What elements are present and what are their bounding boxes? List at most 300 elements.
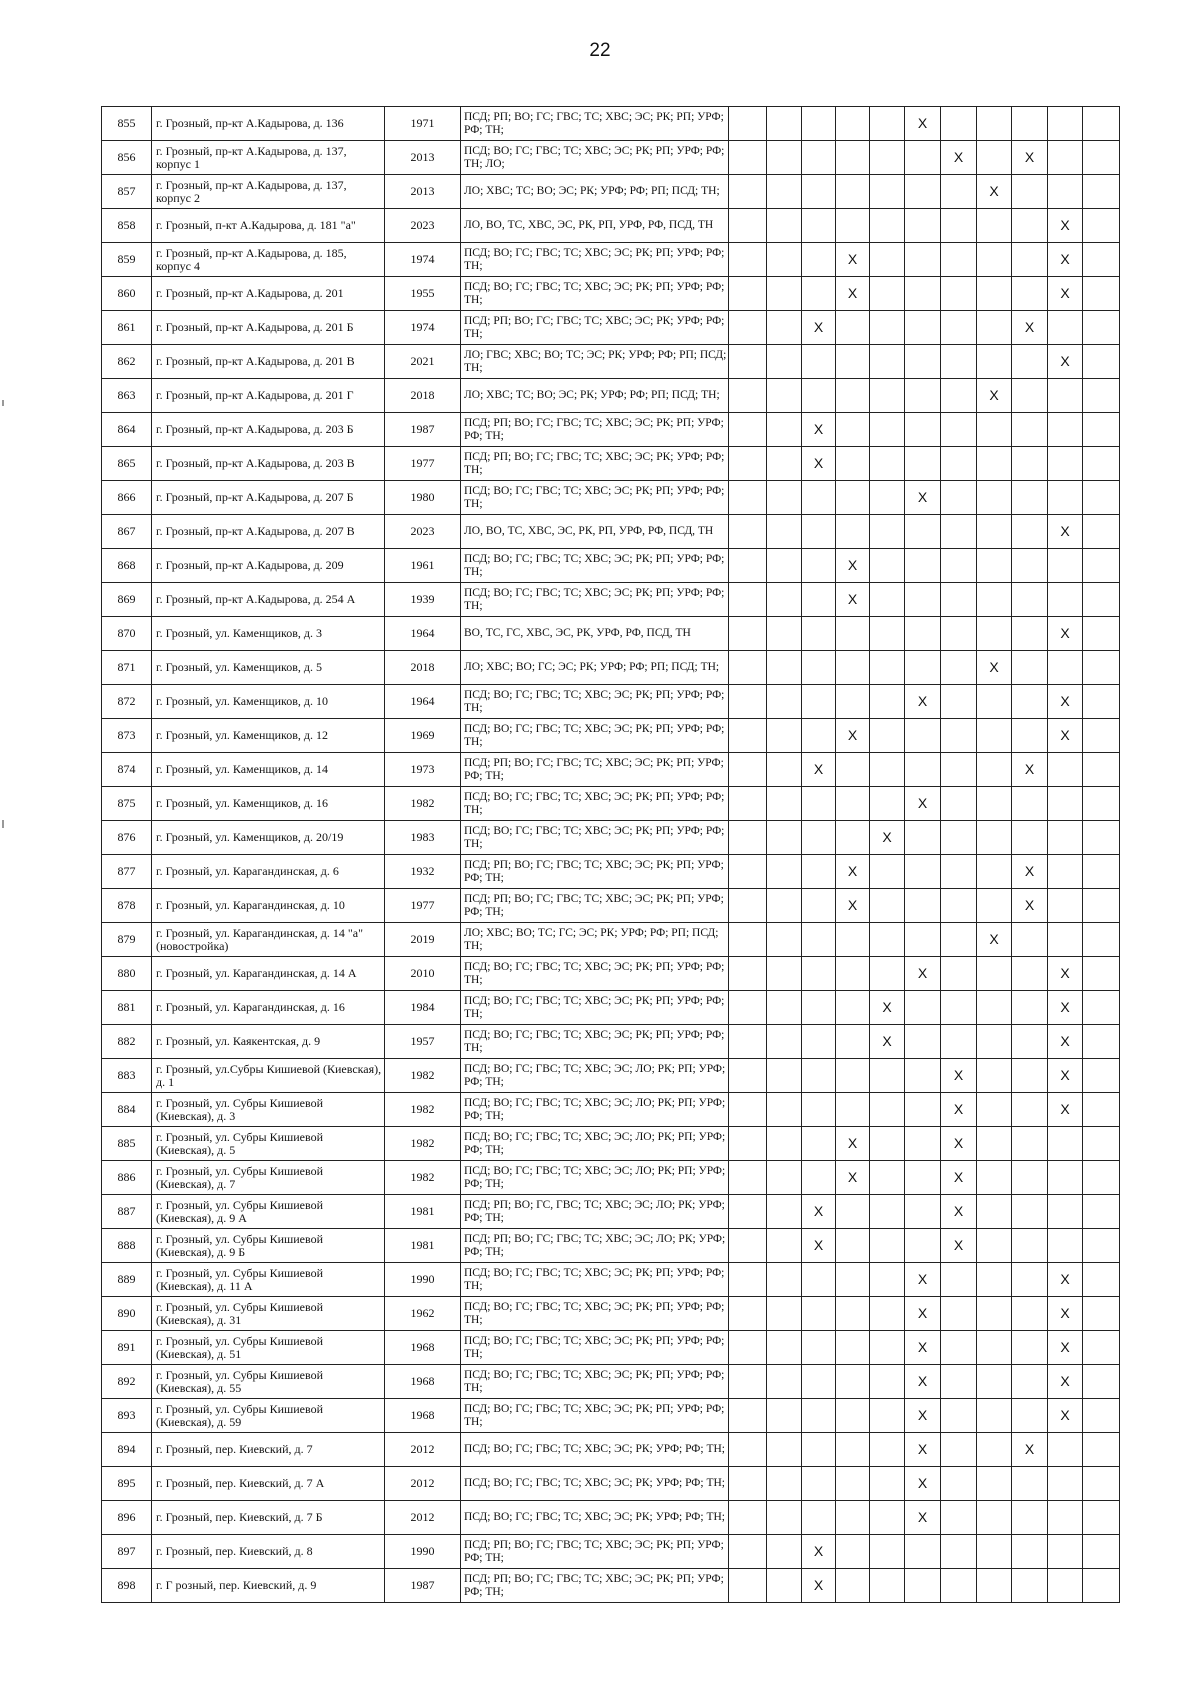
work-types-cell: ПСД; ВО; ГС; ГВС; ТС; ХВС; ЭС; РК; РП; УРФ; РФ; ТН;: [461, 1263, 729, 1297]
table-row: [102, 1501, 1120, 1535]
mark-cell: [1083, 821, 1120, 855]
mark-cell: [905, 583, 941, 617]
address-cell: г. Грозный, ул. Карагандинская, д. 14 "а" (новостройка): [152, 923, 385, 957]
mark-cell: [836, 413, 870, 447]
mark-cell: [767, 991, 802, 1025]
mark-cell: [836, 753, 870, 787]
table-row: [102, 1161, 1120, 1195]
mark-cell: [870, 107, 905, 141]
mark-cell: X: [870, 821, 905, 855]
mark-cell: [941, 107, 977, 141]
mark-cell: [1083, 311, 1120, 345]
mark-cell: [941, 991, 977, 1025]
mark-cell: [729, 1501, 767, 1535]
mark-cell: [729, 1127, 767, 1161]
mark-cell: [1083, 855, 1120, 889]
mark-cell: X: [1048, 1297, 1083, 1331]
mark-cell: [977, 787, 1012, 821]
mark-cell: [905, 413, 941, 447]
row-number-cell: 867: [102, 515, 152, 549]
row-number-cell: 858: [102, 209, 152, 243]
mark-cell: [767, 923, 802, 957]
mark-cell: [977, 549, 1012, 583]
year-built-cell: 2013: [385, 175, 461, 209]
mark-cell: [1012, 243, 1048, 277]
year-built-cell: 1973: [385, 753, 461, 787]
mark-cell: X: [836, 583, 870, 617]
mark-cell: [977, 1467, 1012, 1501]
mark-cell: [1083, 549, 1120, 583]
mark-cell: [905, 1161, 941, 1195]
row-number-cell: 889: [102, 1263, 152, 1297]
mark-cell: X: [1048, 1331, 1083, 1365]
mark-cell: [1083, 1059, 1120, 1093]
mark-cell: X: [836, 719, 870, 753]
mark-cell: [977, 209, 1012, 243]
row-number-cell: 860: [102, 277, 152, 311]
mark-cell: [905, 821, 941, 855]
year-built-cell: 1982: [385, 1059, 461, 1093]
mark-cell: [941, 1501, 977, 1535]
mark-cell: [1048, 1535, 1083, 1569]
mark-cell: [977, 1059, 1012, 1093]
address-cell: г. Грозный, пр-кт А.Кадырова, д. 207 Б: [152, 481, 385, 515]
address-cell: г. Грозный, пр-кт А.Кадырова, д. 209: [152, 549, 385, 583]
address-cell: г. Грозный, пр-кт А.Кадырова, д. 254 А: [152, 583, 385, 617]
mark-cell: X: [1012, 855, 1048, 889]
mark-cell: [977, 345, 1012, 379]
work-types-cell: ПСД; РП; ВО; ГС; ГВС; ТС; ХВС; ЭС; РК; РП; УРФ; РФ; ТН;: [461, 855, 729, 889]
mark-cell: [767, 1195, 802, 1229]
mark-cell: X: [905, 1467, 941, 1501]
year-built-cell: 1977: [385, 447, 461, 481]
table-row: [102, 141, 1120, 175]
mark-cell: [977, 1501, 1012, 1535]
year-built-cell: 1939: [385, 583, 461, 617]
mark-cell: [977, 1263, 1012, 1297]
mark-cell: [905, 1093, 941, 1127]
mark-cell: [767, 1467, 802, 1501]
mark-cell: X: [1048, 345, 1083, 379]
mark-cell: [767, 617, 802, 651]
mark-cell: [941, 1263, 977, 1297]
mark-cell: X: [1012, 141, 1048, 175]
table-row: [102, 1535, 1120, 1569]
mark-cell: [870, 685, 905, 719]
mark-cell: [836, 1399, 870, 1433]
mark-cell: [870, 1501, 905, 1535]
work-types-cell: ЛО, ВО, ТС, ХВС, ЭС, РК, РП, УРФ, РФ, ПСД, ТН: [461, 515, 729, 549]
mark-cell: [729, 1195, 767, 1229]
scan-edge-mark: [2, 400, 4, 406]
mark-cell: [767, 1059, 802, 1093]
mark-cell: [941, 345, 977, 379]
work-types-cell: ПСД; РП; ВО; ГС; ГВС; ТС; ХВС; ЭС; РК; РП; УРФ; РФ; ТН;: [461, 1569, 729, 1603]
year-built-cell: 1974: [385, 243, 461, 277]
mark-cell: [802, 1365, 836, 1399]
work-types-cell: ЛО; ХВС; ВО; ГС; ЭС; РК; УРФ; РФ; РП; ПСД; ТН;: [461, 651, 729, 685]
year-built-cell: 1968: [385, 1399, 461, 1433]
mark-cell: [1048, 311, 1083, 345]
mark-cell: [977, 719, 1012, 753]
mark-cell: [977, 889, 1012, 923]
address-cell: г. Грозный, п-кт А.Кадырова, д. 181 "а": [152, 209, 385, 243]
mark-cell: [802, 277, 836, 311]
mark-cell: [1048, 923, 1083, 957]
mark-cell: [1012, 1331, 1048, 1365]
mark-cell: [870, 1263, 905, 1297]
mark-cell: [836, 1365, 870, 1399]
table-row: [102, 1263, 1120, 1297]
mark-cell: [1083, 413, 1120, 447]
table-row: [102, 719, 1120, 753]
mark-cell: X: [802, 1229, 836, 1263]
mark-cell: [767, 515, 802, 549]
mark-cell: [1012, 1399, 1048, 1433]
mark-cell: [729, 1161, 767, 1195]
row-number-cell: 877: [102, 855, 152, 889]
mark-cell: [905, 141, 941, 175]
mark-cell: [729, 1263, 767, 1297]
mark-cell: [1048, 447, 1083, 481]
address-cell: г. Грозный, ул. Каменщиков, д. 12: [152, 719, 385, 753]
address-cell: г. Грозный, ул. Каменщиков, д. 16: [152, 787, 385, 821]
address-cell: г. Грозный, пр-кт А.Кадырова, д. 201: [152, 277, 385, 311]
mark-cell: [767, 1025, 802, 1059]
mark-cell: [941, 855, 977, 889]
row-number-cell: 883: [102, 1059, 152, 1093]
mark-cell: X: [802, 1535, 836, 1569]
mark-cell: [905, 1229, 941, 1263]
mark-cell: [870, 1467, 905, 1501]
mark-cell: [802, 1331, 836, 1365]
mark-cell: [1083, 1467, 1120, 1501]
mark-cell: [1083, 515, 1120, 549]
mark-cell: [905, 549, 941, 583]
address-cell: г. Грозный, ул. Каменщиков, д. 3: [152, 617, 385, 651]
work-types-cell: ЛО, ВО, ТС, ХВС, ЭС, РК, РП, УРФ, РФ, ПСД, ТН: [461, 209, 729, 243]
mark-cell: [905, 923, 941, 957]
mark-cell: X: [802, 311, 836, 345]
mark-cell: [1048, 549, 1083, 583]
mark-cell: [729, 1365, 767, 1399]
work-types-cell: ПСД; ВО; ГС; ГВС; ТС; ХВС; ЭС; РК; РП; УРФ; РФ; ТН;: [461, 1025, 729, 1059]
mark-cell: [836, 991, 870, 1025]
work-types-cell: ПСД; ВО; ГС; ГВС; ТС; ХВС; ЭС; ЛО; РК; РП; УРФ; РФ; ТН;: [461, 1093, 729, 1127]
mark-cell: [1083, 209, 1120, 243]
mark-cell: [941, 311, 977, 345]
mark-cell: [802, 481, 836, 515]
mark-cell: [1012, 1161, 1048, 1195]
mark-cell: [941, 1535, 977, 1569]
row-number-cell: 859: [102, 243, 152, 277]
mark-cell: [836, 1535, 870, 1569]
work-types-cell: ПСД; РП; ВО; ГС; ГВС; ТС; ХВС; ЭС; ЛО; РК; УРФ; РФ; ТН;: [461, 1229, 729, 1263]
address-cell: г. Грозный, пр-кт А.Кадырова, д. 136: [152, 107, 385, 141]
row-number-cell: 882: [102, 1025, 152, 1059]
mark-cell: [870, 209, 905, 243]
mark-cell: [767, 719, 802, 753]
mark-cell: [729, 107, 767, 141]
mark-cell: [1012, 1195, 1048, 1229]
work-types-cell: ЛО; ХВС; ТС; ВО; ЭС; РК; УРФ; РФ; РП; ПСД; ТН;: [461, 379, 729, 413]
mark-cell: [836, 515, 870, 549]
mark-cell: [767, 1229, 802, 1263]
year-built-cell: 1980: [385, 481, 461, 515]
mark-cell: [905, 753, 941, 787]
mark-cell: [870, 855, 905, 889]
mark-cell: [1083, 1399, 1120, 1433]
mark-cell: [905, 1059, 941, 1093]
year-built-cell: 1962: [385, 1297, 461, 1331]
mark-cell: [767, 243, 802, 277]
table-row: [102, 1399, 1120, 1433]
table-row: [102, 1433, 1120, 1467]
mark-cell: [836, 617, 870, 651]
year-built-cell: 1964: [385, 685, 461, 719]
mark-cell: [941, 719, 977, 753]
row-number-cell: 862: [102, 345, 152, 379]
mark-cell: [1012, 821, 1048, 855]
mark-cell: [1048, 175, 1083, 209]
mark-cell: [836, 379, 870, 413]
mark-cell: [941, 1433, 977, 1467]
mark-cell: [870, 243, 905, 277]
mark-cell: [767, 1569, 802, 1603]
mark-cell: [836, 1501, 870, 1535]
mark-cell: X: [905, 1263, 941, 1297]
housing-registry-table: [101, 106, 1120, 1603]
year-built-cell: 1987: [385, 413, 461, 447]
mark-cell: [977, 753, 1012, 787]
mark-cell: X: [1048, 1365, 1083, 1399]
mark-cell: [977, 1331, 1012, 1365]
mark-cell: [977, 1025, 1012, 1059]
year-built-cell: 1984: [385, 991, 461, 1025]
mark-cell: [977, 447, 1012, 481]
row-number-cell: 869: [102, 583, 152, 617]
mark-cell: [729, 685, 767, 719]
mark-cell: [729, 1467, 767, 1501]
year-built-cell: 2019: [385, 923, 461, 957]
mark-cell: [977, 617, 1012, 651]
table-row: [102, 209, 1120, 243]
mark-cell: X: [977, 379, 1012, 413]
mark-cell: [870, 481, 905, 515]
mark-cell: [977, 583, 1012, 617]
mark-cell: [1048, 107, 1083, 141]
mark-cell: [1083, 1535, 1120, 1569]
mark-cell: [1083, 1433, 1120, 1467]
mark-cell: [729, 583, 767, 617]
mark-cell: [836, 1331, 870, 1365]
mark-cell: [870, 787, 905, 821]
mark-cell: X: [870, 991, 905, 1025]
mark-cell: [905, 209, 941, 243]
mark-cell: [1048, 1229, 1083, 1263]
table-row: [102, 617, 1120, 651]
work-types-cell: ПСД; ВО; ГС; ГВС; ТС; ХВС; ЭС; РК; РП; УРФ; РФ; ТН;: [461, 481, 729, 515]
mark-cell: [1048, 787, 1083, 821]
mark-cell: X: [1048, 617, 1083, 651]
mark-cell: X: [836, 549, 870, 583]
mark-cell: [802, 583, 836, 617]
page-number: 22: [589, 40, 611, 61]
year-built-cell: 1968: [385, 1365, 461, 1399]
mark-cell: [1083, 1161, 1120, 1195]
mark-cell: [1048, 583, 1083, 617]
mark-cell: [870, 957, 905, 991]
mark-cell: [905, 991, 941, 1025]
table-row: [102, 651, 1120, 685]
mark-cell: [870, 277, 905, 311]
year-built-cell: 2012: [385, 1501, 461, 1535]
mark-cell: [1083, 617, 1120, 651]
mark-cell: [1083, 277, 1120, 311]
mark-cell: X: [905, 1331, 941, 1365]
mark-cell: [941, 1569, 977, 1603]
mark-cell: [802, 1025, 836, 1059]
mark-cell: [977, 1365, 1012, 1399]
mark-cell: [905, 1127, 941, 1161]
table-row: [102, 889, 1120, 923]
mark-cell: X: [836, 243, 870, 277]
mark-cell: [941, 243, 977, 277]
work-types-cell: ПСД; ВО; ГС; ГВС; ТС; ХВС; ЭС; ЛО; РК; РП; УРФ; РФ; ТН;: [461, 1059, 729, 1093]
mark-cell: [870, 1365, 905, 1399]
mark-cell: [836, 787, 870, 821]
mark-cell: X: [1012, 1433, 1048, 1467]
row-number-cell: 855: [102, 107, 152, 141]
year-built-cell: 2012: [385, 1433, 461, 1467]
mark-cell: [1083, 175, 1120, 209]
row-number-cell: 887: [102, 1195, 152, 1229]
mark-cell: [836, 1093, 870, 1127]
mark-cell: [729, 175, 767, 209]
mark-cell: [802, 549, 836, 583]
mark-cell: [905, 889, 941, 923]
address-cell: г. Грозный, ул. Каякентская, д. 9: [152, 1025, 385, 1059]
mark-cell: [729, 923, 767, 957]
mark-cell: X: [836, 889, 870, 923]
table-row: [102, 821, 1120, 855]
address-cell: г. Грозный, ул. Субры Кишиевой (Киевская), д. 5: [152, 1127, 385, 1161]
mark-cell: [802, 1433, 836, 1467]
mark-cell: [1048, 141, 1083, 175]
mark-cell: X: [802, 753, 836, 787]
mark-cell: [1048, 481, 1083, 515]
mark-cell: [870, 345, 905, 379]
mark-cell: X: [905, 481, 941, 515]
mark-cell: [836, 821, 870, 855]
address-cell: г. Грозный, ул.Субры Кишиевой (Киевская), д. 1: [152, 1059, 385, 1093]
work-types-cell: ПСД; ВО; ГС; ГВС; ТС; ХВС; ЭС; РК; РП; УРФ; РФ; ТН;: [461, 991, 729, 1025]
table-row: [102, 107, 1120, 141]
mark-cell: [767, 311, 802, 345]
mark-cell: [977, 1093, 1012, 1127]
row-number-cell: 861: [102, 311, 152, 345]
mark-cell: [941, 821, 977, 855]
mark-cell: [1012, 651, 1048, 685]
mark-cell: [767, 855, 802, 889]
mark-cell: X: [905, 787, 941, 821]
mark-cell: [836, 311, 870, 345]
table-row: [102, 447, 1120, 481]
mark-cell: [729, 243, 767, 277]
mark-cell: X: [1012, 311, 1048, 345]
address-cell: г. Грозный, ул. Каменщиков, д. 14: [152, 753, 385, 787]
work-types-cell: ПСД; РП; ВО; ГС; ГВС; ТС; ХВС; ЭС; РК; УРФ; РФ; ТН;: [461, 447, 729, 481]
mark-cell: [1083, 141, 1120, 175]
row-number-cell: 872: [102, 685, 152, 719]
mark-cell: [767, 685, 802, 719]
mark-cell: [905, 345, 941, 379]
mark-cell: [767, 549, 802, 583]
mark-cell: X: [1048, 515, 1083, 549]
year-built-cell: 1961: [385, 549, 461, 583]
mark-cell: [767, 1535, 802, 1569]
year-built-cell: 1964: [385, 617, 461, 651]
mark-cell: [729, 1059, 767, 1093]
mark-cell: [905, 617, 941, 651]
mark-cell: X: [941, 141, 977, 175]
mark-cell: [941, 923, 977, 957]
mark-cell: X: [941, 1127, 977, 1161]
table-row: [102, 1365, 1120, 1399]
mark-cell: [1083, 719, 1120, 753]
mark-cell: [1012, 549, 1048, 583]
mark-cell: [836, 447, 870, 481]
table-row: [102, 1297, 1120, 1331]
table-row: [102, 1229, 1120, 1263]
mark-cell: [836, 209, 870, 243]
mark-cell: [1012, 583, 1048, 617]
mark-cell: X: [977, 651, 1012, 685]
mark-cell: [836, 481, 870, 515]
mark-cell: [1083, 1195, 1120, 1229]
mark-cell: [767, 1365, 802, 1399]
mark-cell: [870, 549, 905, 583]
mark-cell: [802, 1467, 836, 1501]
mark-cell: [836, 175, 870, 209]
work-types-cell: ПСД; РП; ВО; ГС; ГВС; ТС; ХВС; ЭС; РК; УРФ; РФ; ТН;: [461, 311, 729, 345]
mark-cell: [977, 1127, 1012, 1161]
mark-cell: [802, 617, 836, 651]
mark-cell: [802, 889, 836, 923]
mark-cell: [729, 719, 767, 753]
mark-cell: [729, 277, 767, 311]
mark-cell: [977, 957, 1012, 991]
year-built-cell: 2021: [385, 345, 461, 379]
mark-cell: [729, 1331, 767, 1365]
address-cell: г. Грозный, ул. Карагандинская, д. 6: [152, 855, 385, 889]
mark-cell: X: [836, 1161, 870, 1195]
work-types-cell: ПСД; ВО; ГС; ГВС; ТС; ХВС; ЭС; РК; УРФ; РФ; ТН;: [461, 1501, 729, 1535]
mark-cell: X: [802, 447, 836, 481]
row-number-cell: 878: [102, 889, 152, 923]
mark-cell: [941, 277, 977, 311]
table-row: [102, 1059, 1120, 1093]
mark-cell: X: [977, 923, 1012, 957]
mark-cell: [729, 481, 767, 515]
mark-cell: X: [1048, 1059, 1083, 1093]
address-cell: г. Грозный, ул. Субры Кишиевой (Киевская), д. 51: [152, 1331, 385, 1365]
mark-cell: [1083, 447, 1120, 481]
mark-cell: [767, 345, 802, 379]
address-cell: г. Грозный, ул. Субры Кишиевой (Киевская), д. 59: [152, 1399, 385, 1433]
row-number-cell: 866: [102, 481, 152, 515]
mark-cell: [941, 957, 977, 991]
